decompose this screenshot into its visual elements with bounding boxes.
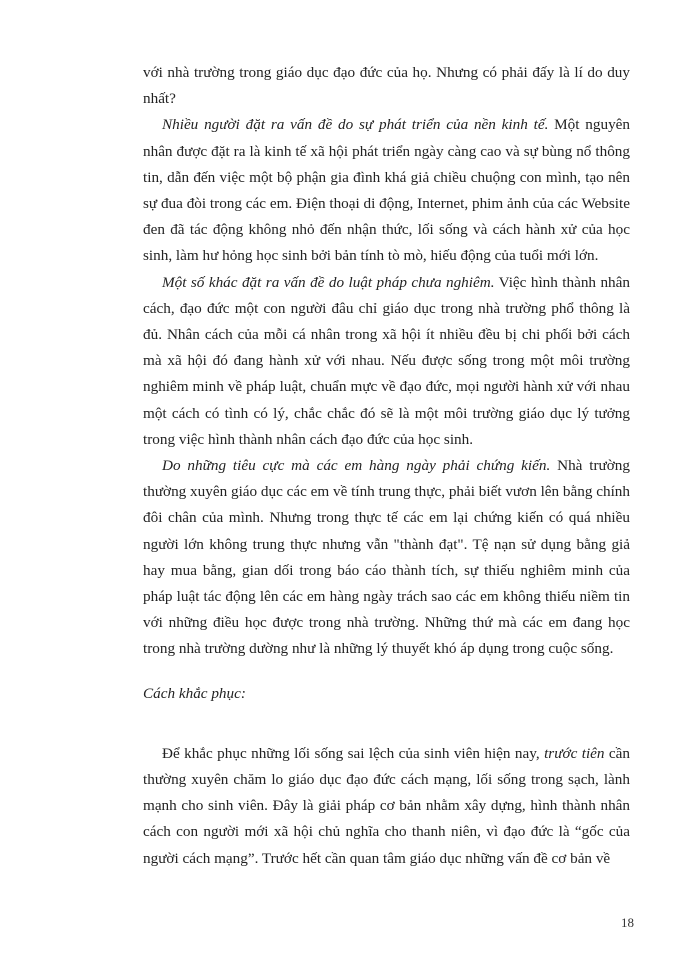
- page-number: 18: [621, 915, 634, 930]
- paragraph-text: Một nguyên nhân được đặt ra là kinh tế xã hội phát triển ngày càng cao và sự bùng nổ thông tin, dẫn đến việc một bộ phận gia đình khá giả chiều chuộng con mình, tạo nên sự đua đòi trong các em. Điện thoại di động, Internet, phim ảnh của các Website đen đã tác động không nhỏ đến nhận thức, lối sống và cách hành xử của học sinh, làm hư hỏng học sinh bởi bản tính tò mò, hiếu động của tuổi mới lớn.: [143, 116, 631, 265]
- paragraph-text: cần thường xuyên chăm lo giáo dục đạo đức cách mạng, lối sống trong sạch, lành mạnh cho sinh viên. Đây là giải pháp cơ bản nhằm xây dựng, hình thành nhân cách con người mới xã hội chủ nghĩa cho thanh niên, vì đạo đức là “gốc của người cách mạng”. Trước hết cần quan tâm giáo dục những vấn đề cơ bản về: [143, 744, 630, 867]
- paragraph-text: Việc hình thành nhân cách, đạo đức một con người đâu chỉ giáo dục trong nhà trường phổ thông là đủ. Nhân cách của mỗi cá nhân trong xã hội ít nhiều đều bị chi phối bởi cách mà xã hội đó đang hành xử với nhau. Nếu được sống trong một môi trường nghiêm minh về pháp luật, chuẩn mực về đạo đức, mọi người hành xử với nhau một cách có tình có lý, chắc chắc đó sẽ là một môi trường giáo dục lý tưởng trong việc hình thành nhân cách đạo đức của học sinh.: [143, 273, 630, 448]
- paragraph-text: với nhà trường trong giáo dục đạo đức của họ. Nhưng có phải đấy là lí do duy nhất?: [143, 64, 630, 108]
- paragraph-continued: [143, 60, 630, 112]
- paragraph-text: Để khắc phục những lối sống sai lệch của sinh viên hiện nay,: [162, 744, 545, 762]
- paragraph-lead: Nhiều người đặt ra vấn đề do sự phát triển của nền kinh tế.: [162, 116, 549, 134]
- page-body: [143, 60, 630, 872]
- section-heading: Cách khắc phục:: [143, 684, 246, 702]
- paragraph-economic-cause: [143, 112, 630, 269]
- paragraph-remedy: [143, 741, 630, 872]
- paragraph-negative-examples: [143, 453, 630, 663]
- paragraph-text: Nhà trường thường xuyên giáo dục các em về tính trung thực, phải biết vươn lên bằng chính đôi chân của mình. Nhưng trong thực tế các em lại chứng kiến có quá nhiều người lớn không trung thực nhưng vẫn "thành đạt". Tệ nạn sử dụng bằng giả hay mua bằng, gian dối trong báo cáo thành tích, sự thiếu nghiêm minh của pháp luật tác động lên các em hàng ngày trách sao các em không thiếu niềm tin với những điều học được trong nhà trường. Những thứ mà các em đang học trong nhà trường dường như là những lý thuyết khó áp dụng trong cuộc sống.: [143, 457, 630, 658]
- emphasis-text: trước tiên: [544, 744, 605, 762]
- paragraph-lead: Một số khác đặt ra vấn đề do luật pháp chưa nghiêm.: [162, 273, 495, 291]
- paragraph-lead: Do những tiêu cực mà các em hàng ngày phải chứng kiến.: [162, 457, 551, 475]
- paragraph-legal-cause: [143, 270, 630, 453]
